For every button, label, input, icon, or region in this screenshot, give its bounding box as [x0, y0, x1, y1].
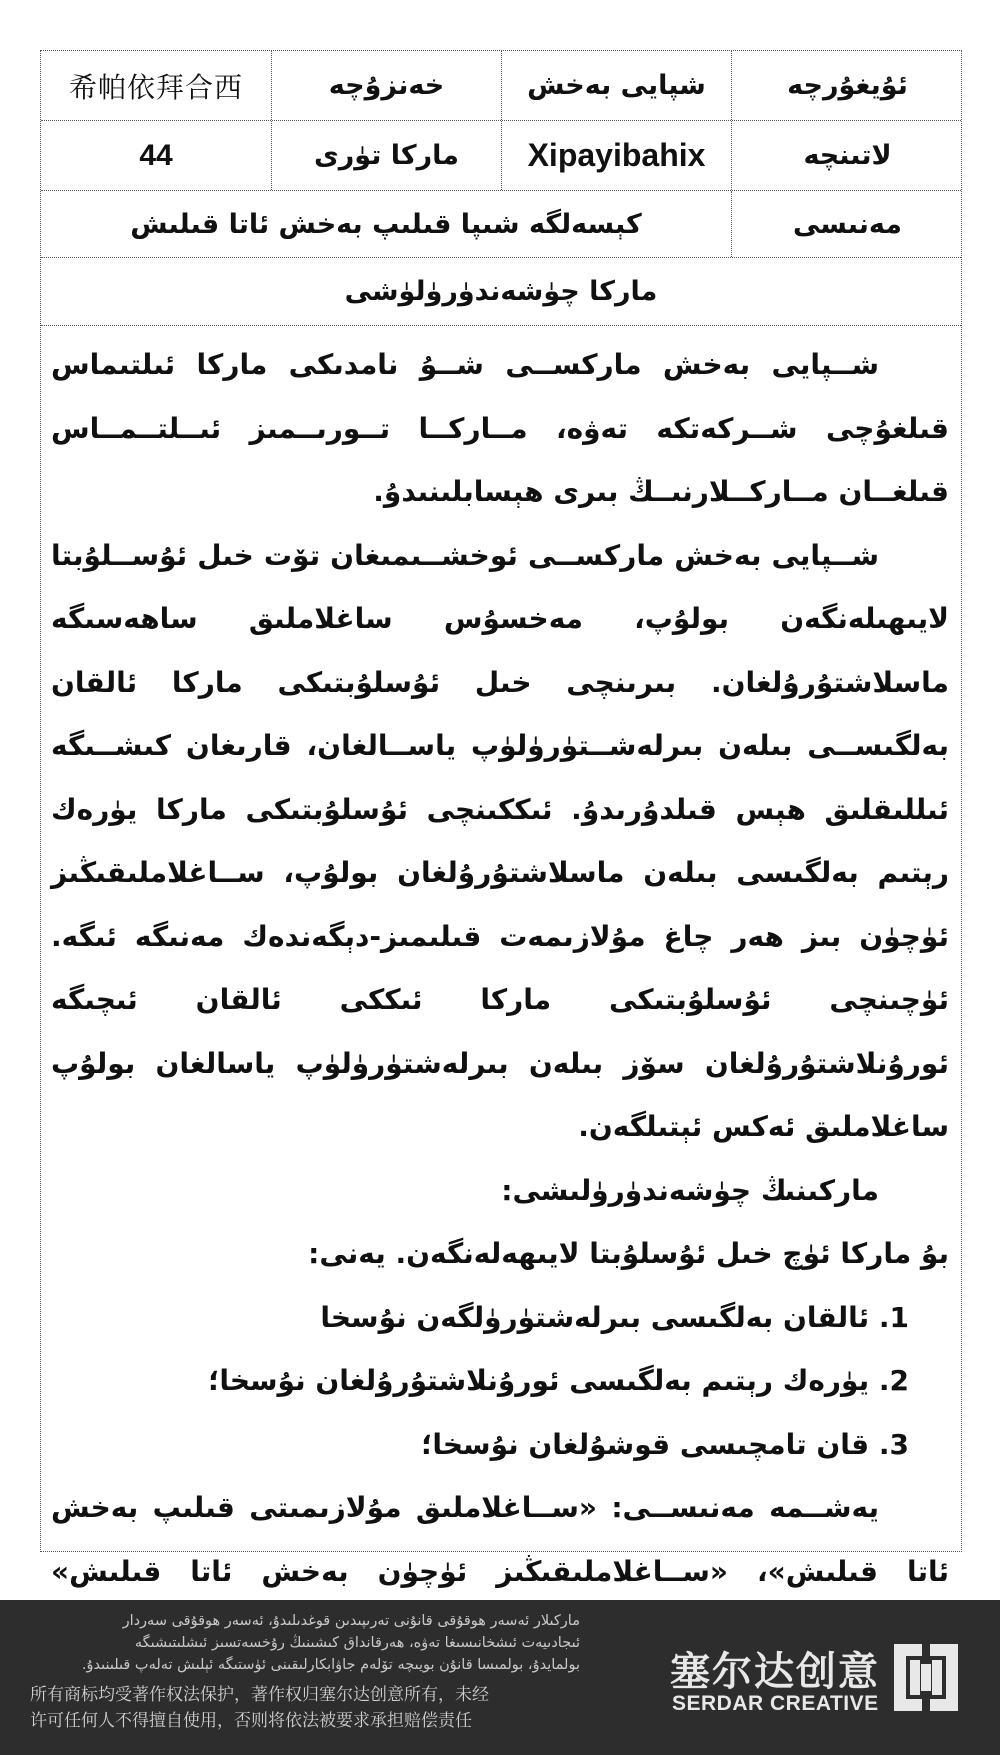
table-row-title	[41, 258, 961, 326]
copyright-uyghur-line: بولمايدۇ، بولمىسا قانۇن بويىچە تۆلەم جاۋابكارلىقىنى ئۈستىگە ئېلىش تەلەپ قىلىنىدۇ.	[81, 1657, 580, 1673]
brand-name-english: SERDAR CREATIVE	[672, 1692, 879, 1715]
copyright-chinese-line: 许可任何人不得擅自使用，否则将依法被要求承担赔偿责任	[30, 1711, 472, 1731]
latin-label: لاتىنچە	[731, 121, 963, 190]
copyright-notice	[30, 1610, 580, 1734]
count-label: ماركا تۈرى	[271, 121, 501, 190]
table-row-meaning	[41, 191, 961, 258]
brand-logo	[670, 1640, 960, 1715]
brand-name-chinese: 塞尔达创意	[670, 1649, 880, 1695]
uyghur-name-value: شپايى بەخش	[501, 51, 731, 120]
paragraph-intro: شــپايى بەخش ماركســى شــۇ نامدىكى ماركا ئىلتىماس قىلغۇچى شــركەتكە تەۋە، مــاركــا تــورىــمىز ئىــلتــمــاس قىلغــان مــاركــلارنىــڭ بىرى ھېسابلىنىدۇ.	[51, 348, 949, 508]
copyright-chinese-line: 所有商标均受著作权法保护，著作权归塞尔达创意所有，未经	[30, 1685, 489, 1705]
meaning-label: مەنىسى	[731, 191, 963, 257]
name-info-sheet	[40, 50, 962, 1588]
section-title: ماركا چۈشەندۈرۈلۈشى	[344, 276, 658, 307]
copyright-uyghur-line: ماركىلار ئەسەر ھوقۇقى قانۇنى تەرىپىدىن قوغدىلىدۇ، ئەسەر ھوقۇقى سەردار	[122, 1613, 580, 1629]
paragraph-three-styles: بۇ ماركا ئۈچ خىل ئۇسلۇبتا لايىھەلەنگەن. يەنى:	[308, 1237, 949, 1270]
description-body	[51, 333, 949, 1667]
brand-mark-icon	[892, 1640, 960, 1715]
uyghur-label: ئۇيغۇرچە	[731, 51, 963, 120]
list-item: 1. ئالقان بەلگىسى بىرلەشتۈرۈلگەن نۇسخا	[320, 1300, 909, 1334]
paragraph-meaning: يەشــمە مەنىســى: «ســاغلاملىق مۇلازىمىتى قىلىپ بەخش ئاتا قىلىش»، «ســاغلاملىقىڭىز ئۈچۈن بەخش ئاتا قىلىش»	[51, 1491, 949, 1588]
meaning-value: كېسەلگە شىپا قىلىپ بەخش ئاتا قىلىش	[130, 208, 642, 240]
chinese-label: خەنزۇچە	[271, 51, 501, 120]
list-item: 3. قان تامچىسى قوشۇلغان نۇسخا؛	[421, 1427, 909, 1461]
explanation-heading: ماركىنىڭ چۈشەندۈرۈلىشى:	[501, 1173, 879, 1207]
chinese-name-value: 希帕依拜合西	[68, 70, 243, 104]
copyright-footer	[0, 1600, 1000, 1755]
copyright-uyghur-line: ئىجادىيەت ئىشخانىسىغا تەۋە، ھەرقانداق كىشىنىڭ رۇخسەتسىز ئىشلىتىشىگە	[134, 1635, 580, 1651]
table-row-names	[41, 51, 961, 121]
paragraph-styles: شــپايى بەخش ماركســى ئوخشــىمىغان تۆت خىل ئۇســلۇبتا لايىھىلەنگەن بولۇپ، مەخسۇس ساغلاملىق ساھەسىگە ماسلاشتۇرۇلغان. بىرىنچى خىل ئۇسلۇبتىكى ماركا ئالقان بەلگىســى بىلەن بىرلەشــتۈرۈلۈپ ياســالغان، قارىغان كىشــىگە ئىللىقلىق ھېس قىلدۇرىدۇ. ئىككىنچى ئۇسلۇبتىكى ماركا يۈرەك رېتىم بەلگىسى بىلەن ماسلاشتۇرۇلغان بولۇپ، ســاغلاملىقىڭىز ئۈچۈن بىز ھەر چاغ مۇلازىمەت قىلىمىز-دېگەندەك مەنىگە ئىگە. ئۈچىنچى ئۇسلۇبتىكى ماركا ئىككى ئالقان ئىچىگە ئورۇنلاشتۇرۇلغان سۆز بىلەن بىرلەشتۈرۈلۈپ ياسالغان بولۇپ ساغلاملىق ئەكس ئېتىلگەن.	[51, 538, 949, 1143]
count-value: 44	[139, 138, 173, 172]
list-item: 2. يۈرەك رېتىم بەلگىسى ئورۇنلاشتۇرۇلغان نۇسخا؛	[208, 1364, 909, 1397]
table-row-latin	[41, 121, 961, 191]
latin-name-value: Xipayibahix	[501, 121, 731, 190]
